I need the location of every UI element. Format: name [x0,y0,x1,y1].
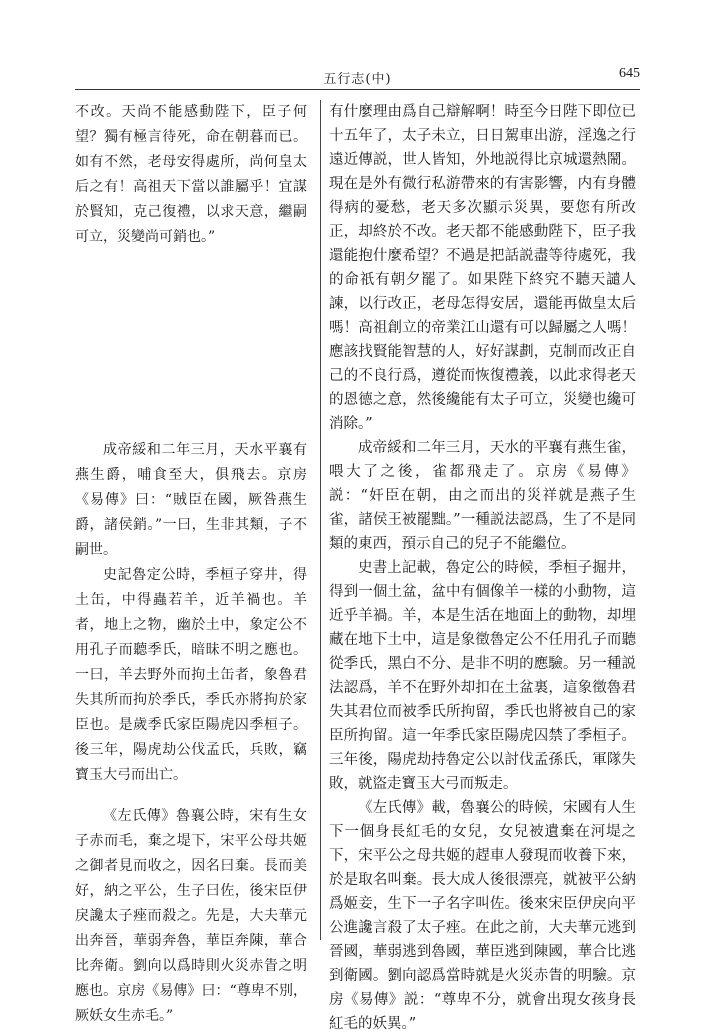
original-paragraph-1: 不改。天尚不能感動陛下，臣子何望？獨有極言待死，命在朝暮而已。如有不然，老母安得處所，尚何皇太后之有！高祖天下當以誰屬乎！宜謀於賢知，克己復禮，以求天意，繼嗣可立，災變尚可銷也。” [75,104,307,245]
translation-paragraph-4: 《左氏傳》載，魯襄公的時候，宋國有人生下一個身長紅毛的女兒，女兒被遺棄在河堤之下，宋平公之母共姬的趕車人發現而收養下來，於是取名叫棄。長大成人後很漂亮，就被平公納爲姬妾，生下一子名字叫佐。後來宋臣伊戾向平公進讒言殺了太子痤。在此之前，大夫華元逃到晉國，華弱逃到魯國，華臣逃到陳國，華合比逃到衛國。劉向認爲當時就是火災赤眚的明驗。京房《易傳》説：“尊卑不分，就會出現女孩身長紅毛的妖異。” [329,800,636,1032]
running-title: 五行志(中) [323,72,392,87]
original-paragraph-2: 成帝綏和二年三月，天水平襄有燕生爵，哺食至大，俱飛去。京房《易傳》曰：“賊臣在國，厥咎燕生爵，諸侯銷。”一曰，生非其類，子不嗣世。 [75,442,307,558]
original-text-column [75,100,307,1029]
page-number: 645 [619,66,640,81]
translation-paragraph-3: 史書上記載，魯定公的時候，季桓子掘井，得到一個土盆，盆中有個像羊一樣的小動物，這近乎羊禍。羊，本是生活在地面上的動物，却埋藏在地下土中，這是象徵魯定公不任用孔子而聽從季氏，黑白不分、是非不明的應驗。另一種説法認爲，羊不在野外却扣在土盆裏，這象徵魯君失其君位而被季氏所拘留，季氏也將被自己的家臣所拘留。這一年季氏家臣陽虎囚禁了季桓子。三年後，陽虎劫持魯定公以討伐孟孫氏，軍隊失敗，就盜走寶玉大弓而叛走。 [329,560,636,792]
original-paragraph-3: 史記魯定公時，季桓子穿井，得土缶，中得蟲若羊，近羊禍也。羊者，地上之物，幽於土中，象定公不用孔子而聽季氏，暗昧不明之應也。一曰，羊去野外而拘土缶者，象魯君失其所而拘於季氏，季氏亦將拘於家臣也。是歲季氏家臣陽虎囚季桓子。後三年，陽虎劫公伐孟氏，兵敗，竊寶玉大弓而出亡。 [75,567,307,783]
page-header [75,62,640,90]
original-paragraph-4: 《左氏傳》魯襄公時，宋有生女子赤而毛，棄之堤下，宋平公母共姬之御者見而收之，因名曰棄。長而美好，納之平公，生子曰佐，後宋臣伊戾讒太子痤而殺之。先是，大夫華元出奔晉，華弱奔魯，華臣奔陳，華合比奔衛。劉向以爲時則火災赤眚之明應也。京房《易傳》曰：“尊卑不別，厥妖女生赤毛。” [75,808,307,1024]
column-divider [320,100,321,940]
translation-paragraph-1: 有什麼理由爲自己辯解啊！時至今日陛下即位已十五年了，太子未立，日日駕車出游，淫逸之行遠近傳説，世人皆知，外地説得比京城還熱鬧。現在是外有微行私游帶來的有害影響，内有身體得病的憂愁，老天多次顯示災異，要您有所改正，却終於不改。老天都不能感動陛下，臣子我還能抱什麼希望？不過是把話説盡等待處死，我的命祇有朝夕罷了。如果陛下終究不聽天譴人諫，以行改正，老母怎得安居，還能再做皇太后嗎！高祖創立的帝業江山還有可以歸屬之人嗎！應該找賢能智慧的人，好好謀劃，克制而改正自己的不良行爲，遵從而恢復禮義，以此求得老天的恩德之意，然後纔能有太子可立，災變也纔可消除。” [329,104,636,432]
header-rule [75,89,640,90]
translation-column [329,100,636,1036]
translation-paragraph-2: 成帝綏和二年三月，天水的平襄有燕生雀，喂大了之後，雀都飛走了。京房《易傳》説：“奸臣在朝，由之而出的災祥就是燕子生雀，諸侯王被罷黜。”一種説法認爲，生了不是同類的東西，預示自己的兒子不能繼位。 [329,440,636,552]
